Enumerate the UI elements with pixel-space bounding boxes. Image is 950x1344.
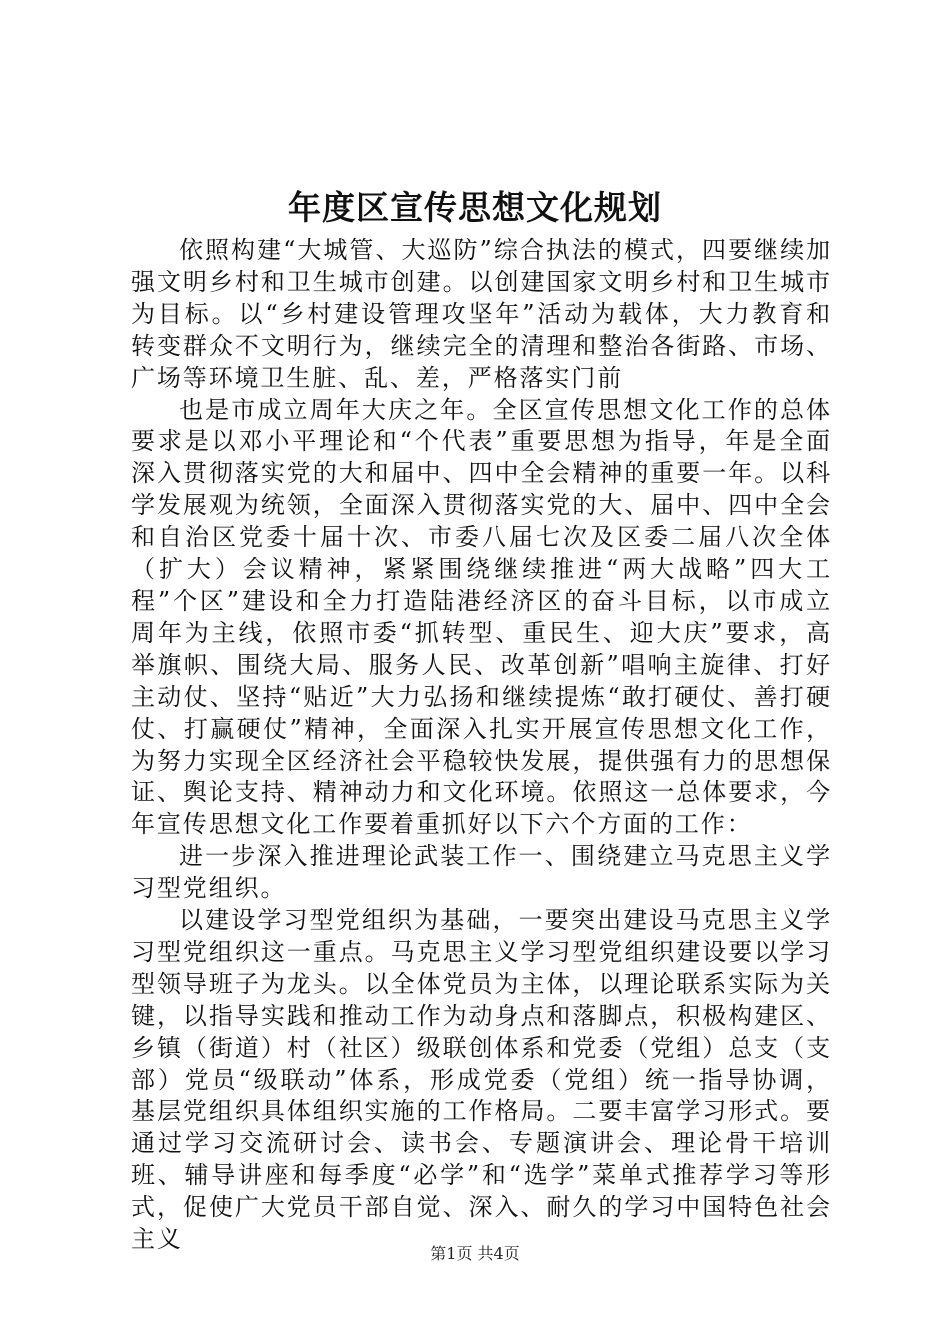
paragraph-3: 进一步深入推进理论武装工作一、围绕建立马克思主义学习型党组织。 <box>131 842 832 903</box>
paragraph-4: 以建设学习型党组织为基础，一要突出建设马克思主义学习型党组织这一重点。马克思主义学习型党组织建设要以学习型领导班子为龙头。以全体党员为主体，以理论联系实际为关键，以指导实践和推动工作为动身点和落脚点，积极构建区、乡镇（街道）村（社区）级联创体系和党委（党组）总支（支部）党员“级联动”体系，形成党委（党组）统一指导协调，基层党组织具体组织实施的工作格局。二要丰富学习形式。要通过学习交流研讨会、读书会、专题演讲会、理论骨干培训班、辅导讲座和每季度“必学”和“选学”菜单式推荐学习等形式，促使广大党员干部自觉、深入、耐久的学习中国特色社会主义 <box>131 906 832 1254</box>
page-number-footer: 第1页 共4页 <box>430 1244 520 1263</box>
paragraph-2: 也是市成立周年大庆之年。全区宣传思想文化工作的总体要求是以邓小平理论和“个代表”重要思想为指导，年是全面深入贯彻落实党的大和届中、四中全会精神的重要一年。以科学发展观为统领，全面深入贯彻落实党的大、届中、四中全会和自治区党委十届十次、市委八届七次及区委二届八次全体（扩大）会议精神，紧紧围绕继续推进“两大战略”四大工程”个区”建设和全力打造陆港经济区的奋斗目标，以市成立周年为主线，依照市委“抓转型、重民生、迎大庆”要求，高举旗帜、围绕大局、服务人民、改革创新”唱响主旋律、打好主动仗、坚持“贴近”大力弘扬和继续提炼“敢打硬仗、善打硬仗、打赢硬仗”精神，全面深入扎实开展宣传思想文化工作，为努力实现全区经济社会平稳较快发展，提供强有力的思想保证、舆论支持、精神动力和文化环境。依照这一总体要求，今年宣传思想文化工作要着重抓好以下六个方面的工作： <box>131 395 832 839</box>
document-body <box>131 235 832 1256</box>
document-title: 年度区宣传思想文化规划 <box>288 188 662 227</box>
paragraph-1: 依照构建“大城管、大巡防”综合执法的模式，四要继续加强文明乡村和卫生城市创建。以创建国家文明乡村和卫生城市为目标。以“乡村建设管理攻坚年”活动为载体，大力教育和转变群众不文明行为，继续完全的清理和整治各街路、市场、广场等环境卫生脏、乱、差，严格落实门前 <box>131 236 832 392</box>
